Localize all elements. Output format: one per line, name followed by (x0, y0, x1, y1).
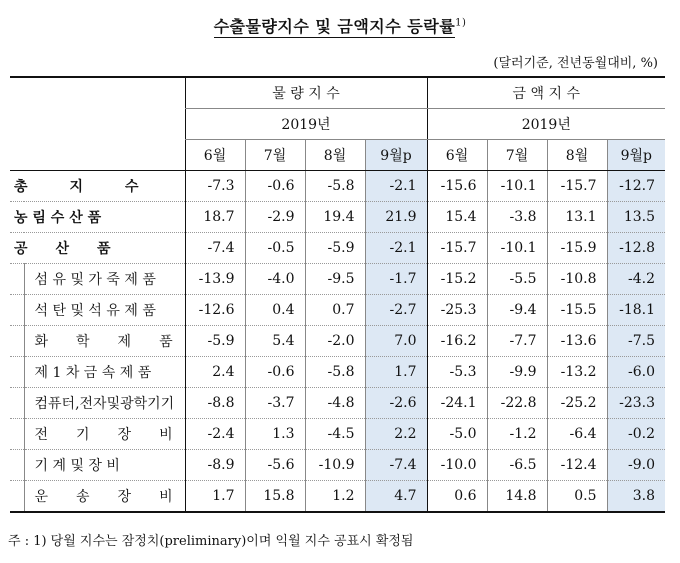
month-header: 8월 (547, 140, 607, 171)
value-cell: 15.8 (245, 481, 305, 513)
row-label: 섬 유 및 가 죽 제 품 (24, 264, 185, 295)
table-row (10, 481, 665, 513)
table-row (10, 295, 665, 326)
value-cell: -1.7 (365, 264, 427, 295)
value-cell: 0.6 (427, 481, 487, 513)
value-cell: -5.0 (427, 419, 487, 450)
value-cell: -4.8 (305, 388, 365, 419)
unit-note: (달러기준, 전년동월대비, %) (493, 56, 658, 71)
value-cell: 0.7 (305, 295, 365, 326)
value-cell: -7.3 (185, 171, 245, 202)
value-cell: 1.2 (305, 481, 365, 513)
value-cell: -12.6 (185, 295, 245, 326)
value-cell: -22.8 (487, 388, 547, 419)
table-row (10, 357, 665, 388)
table-row (10, 388, 665, 419)
table-row (10, 264, 665, 295)
volume-index-header: 물 량 지 수 (185, 77, 427, 109)
table-row (10, 326, 665, 357)
value-cell: -15.7 (427, 233, 487, 264)
value-cell: -4.2 (607, 264, 665, 295)
value-cell: -9.9 (487, 357, 547, 388)
value-cell: -3.8 (487, 202, 547, 233)
value-cell: 13.1 (547, 202, 607, 233)
value-cell: 21.9 (365, 202, 427, 233)
value-cell: -10.1 (487, 233, 547, 264)
row-label: 총 지 수 (10, 171, 185, 202)
value-cell: -8.8 (185, 388, 245, 419)
value-cell: -9.0 (607, 450, 665, 481)
month-header: 6월 (427, 140, 487, 171)
value-cell: -5.6 (245, 450, 305, 481)
value-cell: 0.5 (547, 481, 607, 513)
value-cell: -9.5 (305, 264, 365, 295)
value-cell: -2.7 (365, 295, 427, 326)
value-cell: 19.4 (305, 202, 365, 233)
value-cell: -5.9 (305, 233, 365, 264)
value-cell: -5.9 (185, 326, 245, 357)
value-cell: -13.6 (547, 326, 607, 357)
value-cell: -6.4 (547, 419, 607, 450)
table-row (10, 450, 665, 481)
month-header: 7월 (487, 140, 547, 171)
value-cell: 5.4 (245, 326, 305, 357)
indent-spacer (10, 388, 24, 419)
index-table (10, 76, 665, 513)
month-header: 7월 (245, 140, 305, 171)
value-year: 2019년 (427, 109, 665, 140)
value-cell: -15.9 (547, 233, 607, 264)
value-cell: 1.7 (365, 357, 427, 388)
value-cell: -1.2 (487, 419, 547, 450)
value-cell: -18.1 (607, 295, 665, 326)
table-title (0, 14, 680, 37)
value-cell: -2.1 (365, 171, 427, 202)
value-cell: -15.6 (427, 171, 487, 202)
row-label: 운 송 장 비 (24, 481, 185, 513)
row-label: 전 기 장 비 (24, 419, 185, 450)
value-cell: 13.5 (607, 202, 665, 233)
volume-year: 2019년 (185, 109, 427, 140)
value-cell: -15.5 (547, 295, 607, 326)
value-cell: -7.7 (487, 326, 547, 357)
corner-cell (10, 77, 185, 171)
value-cell: -10.8 (547, 264, 607, 295)
value-cell: -0.5 (245, 233, 305, 264)
value-cell: -5.8 (305, 357, 365, 388)
month-header: 9월p (607, 140, 665, 171)
value-cell: -13.2 (547, 357, 607, 388)
indent-spacer (10, 419, 24, 450)
indent-spacer (10, 450, 24, 481)
value-cell: -0.2 (607, 419, 665, 450)
value-cell: -2.4 (185, 419, 245, 450)
value-cell: -8.9 (185, 450, 245, 481)
value-cell: 18.7 (185, 202, 245, 233)
value-cell: -2.0 (305, 326, 365, 357)
value-index-header: 금 액 지 수 (427, 77, 665, 109)
value-cell: -3.7 (245, 388, 305, 419)
row-label: 화 학 제 품 (24, 326, 185, 357)
table-body (10, 171, 665, 513)
month-header: 9월p (365, 140, 427, 171)
indent-spacer (10, 326, 24, 357)
value-cell: -6.0 (607, 357, 665, 388)
value-cell: 1.7 (185, 481, 245, 513)
value-cell: -23.3 (607, 388, 665, 419)
value-cell: -2.6 (365, 388, 427, 419)
value-cell: -10.9 (305, 450, 365, 481)
value-cell: -10.1 (487, 171, 547, 202)
value-cell: 4.7 (365, 481, 427, 513)
value-cell: -12.8 (607, 233, 665, 264)
value-cell: -2.1 (365, 233, 427, 264)
value-cell: 15.4 (427, 202, 487, 233)
value-cell: -25.2 (547, 388, 607, 419)
row-label: 제 1 차 금 속 제 품 (24, 357, 185, 388)
footnote: 주 : 1) 당월 지수는 잠정치(preliminary)이며 익월 지수 공표시 확정됨 (8, 534, 414, 549)
value-cell: 2.4 (185, 357, 245, 388)
table-row (10, 171, 665, 202)
value-cell: 7.0 (365, 326, 427, 357)
value-cell: -7.5 (607, 326, 665, 357)
value-cell: 0.4 (245, 295, 305, 326)
row-label: 공 산 품 (10, 233, 185, 264)
value-cell: -10.0 (427, 450, 487, 481)
value-cell: 1.3 (245, 419, 305, 450)
value-cell: -9.4 (487, 295, 547, 326)
value-cell: 14.8 (487, 481, 547, 513)
value-cell: -24.1 (427, 388, 487, 419)
value-cell: 2.2 (365, 419, 427, 450)
value-cell: -12.7 (607, 171, 665, 202)
title-footnote-mark: 1) (455, 17, 467, 29)
value-cell: -6.5 (487, 450, 547, 481)
value-cell: -15.2 (427, 264, 487, 295)
month-header: 6월 (185, 140, 245, 171)
value-cell: -16.2 (427, 326, 487, 357)
value-cell: -7.4 (185, 233, 245, 264)
value-cell: -7.4 (365, 450, 427, 481)
value-cell: 3.8 (607, 481, 665, 513)
table-row (10, 419, 665, 450)
value-cell: -2.9 (245, 202, 305, 233)
indent-spacer (10, 481, 24, 513)
value-cell: -5.8 (305, 171, 365, 202)
title-text: 수출물량지수 및 금액지수 등락률 (213, 17, 456, 36)
group-header-row (10, 77, 665, 109)
value-cell: -5.3 (427, 357, 487, 388)
value-cell: -25.3 (427, 295, 487, 326)
row-label: 농 림 수 산 품 (10, 202, 185, 233)
value-cell: -0.6 (245, 357, 305, 388)
value-cell: -4.0 (245, 264, 305, 295)
row-label: 석 탄 및 석 유 제 품 (24, 295, 185, 326)
value-cell: -5.5 (487, 264, 547, 295)
indent-spacer (10, 295, 24, 326)
indent-spacer (10, 357, 24, 388)
table-row (10, 202, 665, 233)
month-header: 8월 (305, 140, 365, 171)
table-row (10, 233, 665, 264)
value-cell: -12.4 (547, 450, 607, 481)
indent-spacer (10, 264, 24, 295)
row-label: 컴퓨터,전자및광학기기 (24, 388, 185, 419)
row-label: 기 계 및 장 비 (24, 450, 185, 481)
value-cell: -4.5 (305, 419, 365, 450)
value-cell: -15.7 (547, 171, 607, 202)
value-cell: -0.6 (245, 171, 305, 202)
value-cell: -13.9 (185, 264, 245, 295)
